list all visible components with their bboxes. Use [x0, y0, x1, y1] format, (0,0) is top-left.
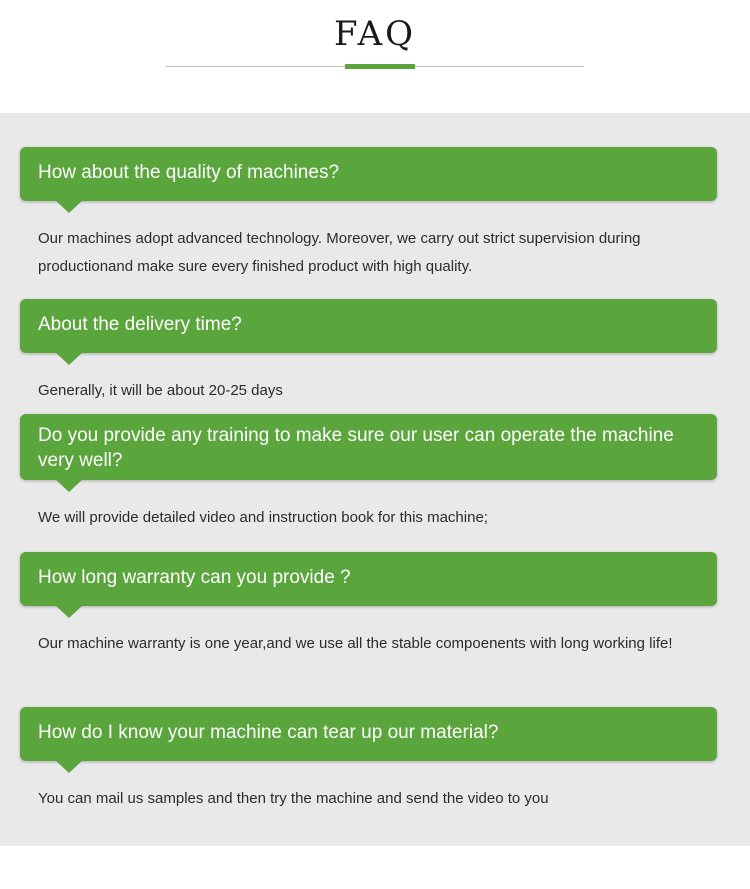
- faq-question: How do I know your machine can tear up our material?: [38, 722, 499, 743]
- title-accent-bar: [345, 64, 415, 69]
- faq-question-bubble[interactable]: [20, 147, 717, 201]
- faq-answer: Generally, it will be about 20-25 days: [38, 382, 283, 399]
- faq-question-bubble[interactable]: [20, 552, 717, 606]
- page-title: FAQ: [333, 14, 417, 54]
- faq-question: How about the quality of machines?: [38, 162, 340, 183]
- faq-answer: Our machines adopt advanced technology. Moreover, we carry out strict supervision during productionand make sure every finished product with high quality.: [38, 230, 641, 275]
- faq-answer: Our machine warranty is one year,and we use all the stable compoenents with long working life!: [38, 635, 673, 652]
- faq-question-bubble[interactable]: [20, 414, 717, 480]
- faq-answer: You can mail us samples and then try the machine and send the video to you: [38, 790, 549, 807]
- faq-question: How long warranty can you provide ?: [38, 567, 351, 588]
- faq-question: Do you provide any training to make sure our user can operate the machine very well?: [38, 425, 674, 471]
- faq-question-bubble[interactable]: [20, 707, 717, 761]
- faq-answer: We will provide detailed video and instruction book for this machine;: [38, 509, 488, 526]
- faq-question: About the delivery time?: [38, 314, 242, 335]
- faq-question-bubble[interactable]: [20, 299, 717, 353]
- faq-header: [0, 0, 750, 113]
